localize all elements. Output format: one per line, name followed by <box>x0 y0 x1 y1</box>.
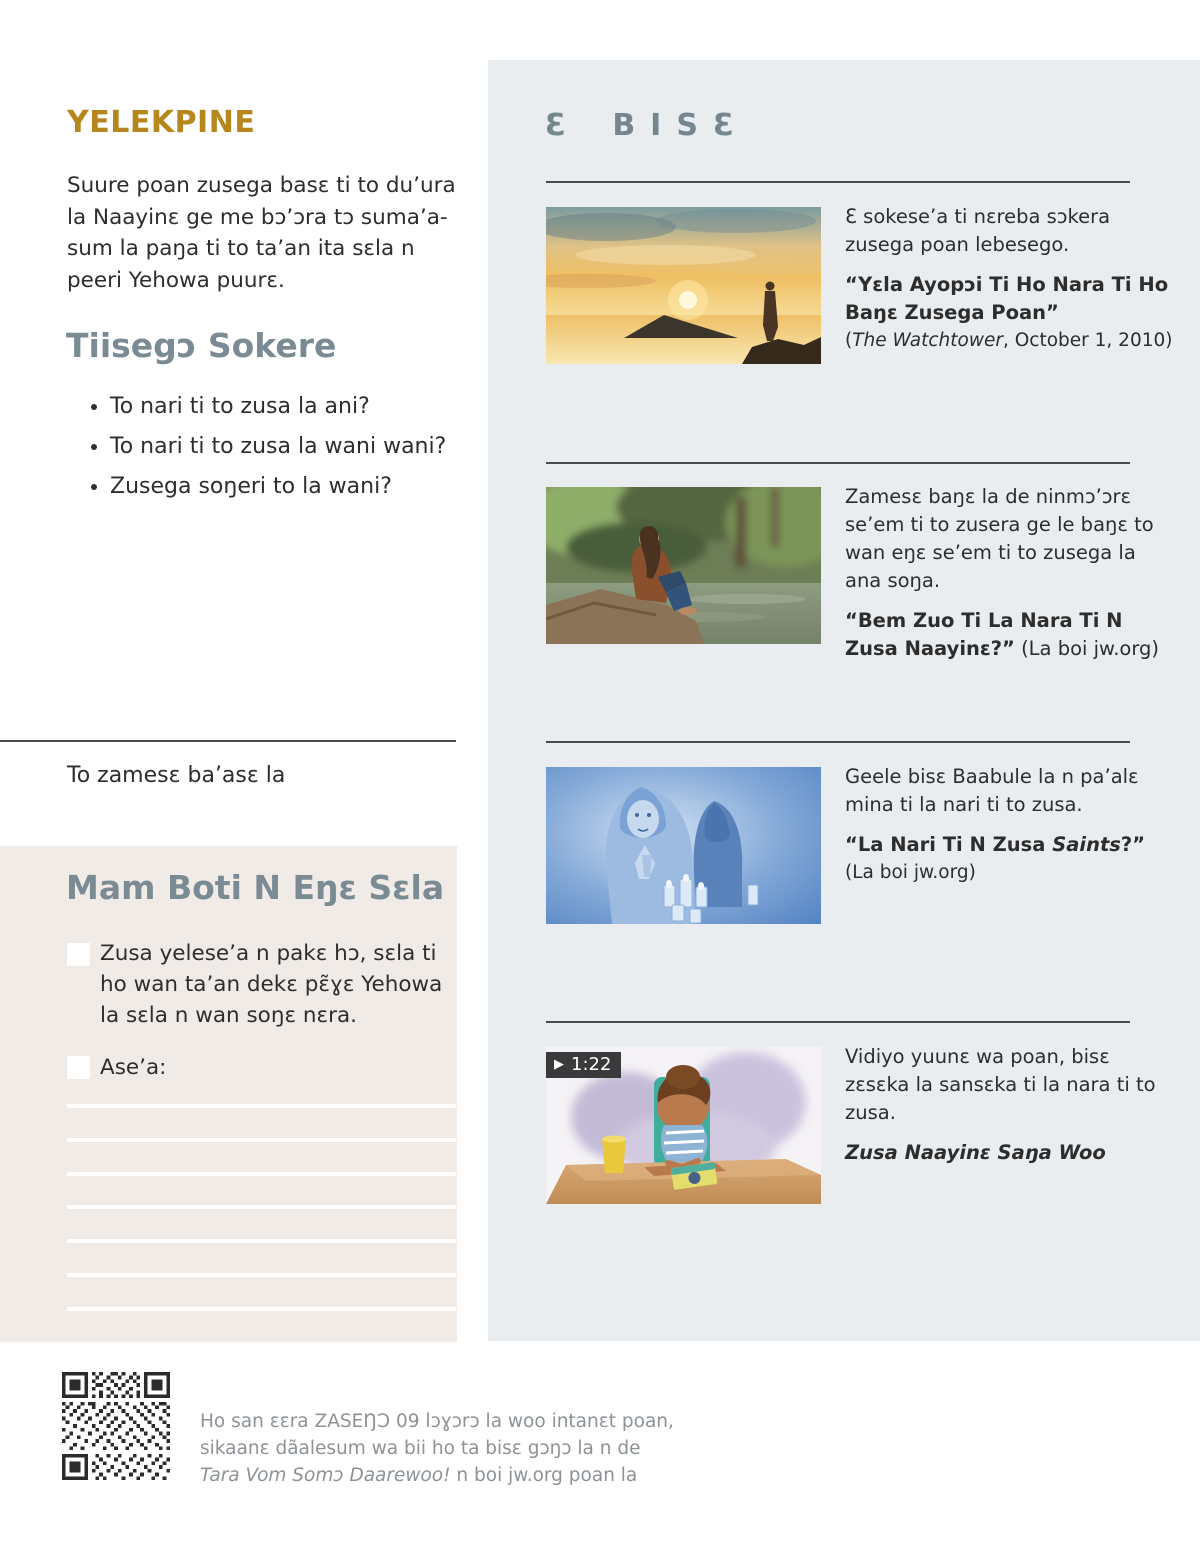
review-heading: Tiisegɔ Sokere <box>66 326 337 365</box>
video-duration: 1:22 <box>571 1054 612 1075</box>
goals-heading: Mam Boti N Eŋɛ Sɛla <box>66 868 445 907</box>
section-title: Zusa Naayinɛ Saŋa Woo <box>845 1141 1106 1164</box>
goal-item-1: Zusa yelese’a n pakɛ hɔ, sɛla ti ho wan ta’an dekɛ pɛ̃ɣɛ Yehowa la sɛla n wan soŋɛ nɛra. <box>100 941 443 1028</box>
sunset-seascape-image <box>546 207 821 364</box>
section-divider <box>546 741 1130 743</box>
praying-woman-illustration-image <box>546 767 821 924</box>
section-source: (The Watchtower, October 1, 2010) <box>845 330 1173 351</box>
review-question-list <box>88 392 490 512</box>
qr-caption <box>200 1408 720 1489</box>
left-column-divider <box>0 740 456 742</box>
media-section-2 <box>845 483 1175 663</box>
qr-caption-line: Tara Vom Somɔ Daarewoo! n boi jw.org poan la <box>200 1465 638 1486</box>
section-divider <box>546 181 1130 183</box>
review-question: • To nari ti to zusa la ani? <box>110 392 490 422</box>
qr-code <box>62 1372 170 1480</box>
section-body: Ɛ sokese’a ti nɛreba sɔkera zusega poan lebesego. <box>845 205 1111 256</box>
section-title: “Yɛla Ayopɔi Ti Ho Nara Ti Ho Baŋɛ Zusega Poan” <box>845 273 1169 324</box>
lesson-intro: Suure poan zusega basɛ ti to du’ura la Naayinɛ ge me bɔ’ɔra tɔ suma’asum la paŋa ti to ta’an ita sɛla n peeri Yehowa puurɛ. <box>67 173 456 293</box>
writing-line <box>67 1307 456 1311</box>
writing-line <box>67 1172 456 1176</box>
media-panel-heading: Ɛ BISƐ <box>545 108 749 143</box>
goal-item-2: Ase’a: <box>100 1055 167 1080</box>
section-body: Geele bisɛ Baabule la n pa’alɛ mina ti la nari ti to zusa. <box>845 765 1139 816</box>
media-section-3 <box>845 763 1175 887</box>
writing-line <box>67 1138 456 1142</box>
child-praying-video-thumbnail <box>546 1047 821 1204</box>
review-question: • Zusega soŋeri to la wani? <box>110 472 490 502</box>
writing-line <box>67 1239 456 1243</box>
section-divider <box>546 1021 1130 1023</box>
goal-checkbox-2[interactable] <box>67 1056 90 1079</box>
goal-checkbox-1[interactable] <box>67 943 90 966</box>
goals-box <box>0 846 457 1342</box>
section-title: “Bem Zuo Ti La Nara Ti N Zusa Naayinɛ?” (La boi jw.org) <box>845 609 1159 660</box>
review-question: • To nari ti to zusa la wani wani? <box>110 432 490 462</box>
qr-caption-line: Ho san ɛɛra ZASEŊƆ 09 lɔɣɔrɔ la woo intanɛt poan, <box>200 1411 674 1432</box>
qr-caption-line: sikaanɛ dãalesum wa bii ho ta bisɛ gɔŋɔ la n de <box>200 1438 641 1459</box>
writing-line <box>67 1104 456 1108</box>
page-kicker: YELEKPINE <box>67 105 256 140</box>
play-icon: ▶ <box>554 1057 564 1072</box>
section-divider <box>546 462 1130 464</box>
media-section-4 <box>845 1043 1175 1167</box>
media-section-1 <box>845 203 1175 355</box>
section-body: Zamesɛ baŋɛ la de ninmɔ’ɔrɛ se’em ti to zusera ge le baŋɛ to wan eŋɛ se’em ti to zusega la ana soŋa. <box>845 485 1154 592</box>
video-duration-badge <box>546 1052 621 1078</box>
writing-line <box>67 1205 456 1209</box>
after-study-note: To zamesɛ ba’asɛ la <box>67 763 286 788</box>
writing-line <box>67 1273 456 1277</box>
section-title: “La Nari Ti N Zusa Saints?” <box>845 833 1146 856</box>
woman-by-river-image <box>546 487 821 644</box>
section-body: Vidiyo yuunɛ wa poan, bisɛ zɛsɛka la sansɛka ti la nara ti to zusa. <box>845 1045 1156 1124</box>
section-source: (La boi jw.org) <box>845 862 976 883</box>
